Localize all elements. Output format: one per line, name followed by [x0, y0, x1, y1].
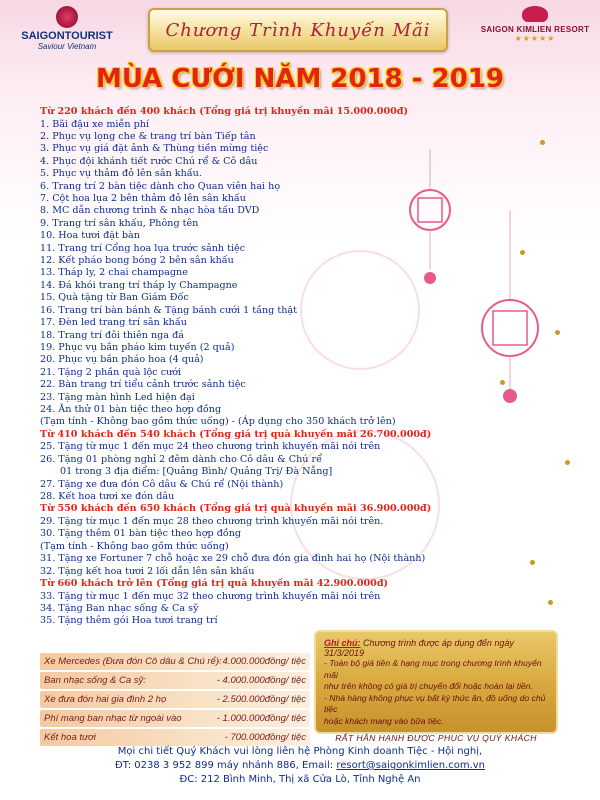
- section-heading: Từ 550 khách đến 650 khách (Tổng giá trị quà khuyến mãi 36.900.000đ): [40, 503, 432, 515]
- list-item: 34. Tặng Ban nhạc sống & Ca sỹ: [40, 603, 199, 614]
- price-row: [40, 691, 310, 708]
- saigontourist-name: SAIGONTOURIST: [21, 30, 113, 42]
- price-value: - 1.000.000đồng/ tiệc: [216, 713, 306, 724]
- footer-contact: [0, 745, 600, 787]
- list-item: 18. Trang trí đôi thiên nga đá: [40, 329, 184, 341]
- note-line: như trên không có giá trị chuyển đổi hoặc hoàn lại tiền.: [324, 681, 533, 692]
- list-item-locations: 01 trong 3 địa điểm: [Quảng Bình/ Quảng Trị/ Đà Nẵng]: [60, 466, 333, 478]
- list-item: 19. Phục vụ bắn pháo kim tuyến (2 quả): [40, 341, 235, 353]
- list-item: 12. Kết pháo bong bóng 2 bên sân khấu: [40, 255, 234, 267]
- note-thanks: RẤT HÂN HẠNH ĐƯỢC PHỤC VỤ QUÝ KHÁCH: [335, 732, 537, 743]
- list-item: 32. Tặng kết hoa tươi 2 lối dẫn lên sân khấu: [40, 565, 255, 577]
- note-line: hoặc khách mang vào bữa tiệc.: [324, 715, 444, 726]
- list-item: 11. Trang trí Cổng hoa lụa trước sảnh tiệc: [40, 242, 246, 254]
- footer-line-2: [0, 759, 600, 773]
- list-item: 8. MC dẫn chương trình & nhạc hòa tấu DVD: [40, 205, 260, 217]
- saigontourist-mark-icon: [56, 6, 78, 28]
- price-label: Ban nhạc sống & Ca sỹ:: [44, 675, 146, 686]
- list-item: 5. Phục vụ thảm đỏ lên sân khấu.: [40, 168, 202, 180]
- list-item: 16. Trang trí bàn bánh & Tặng bánh cưới 1 tầng thật: [40, 304, 297, 316]
- list-item: 26. Tặng 01 phòng nghỉ 2 đêm dành cho Cô dâu & Chú rể: [40, 453, 322, 465]
- price-value: - 700.000đồng/ tiệc: [224, 732, 306, 743]
- list-item: 29. Tặng từ mục 1 đến mục 28 theo chương trình khuyến mãi nói trên.: [40, 515, 384, 527]
- price-row: [40, 729, 310, 746]
- price-label: Phí mang ban nhạc từ ngoài vào: [44, 713, 182, 724]
- saigontourist-tagline: Saviour Vietnam: [37, 42, 97, 51]
- list-item: 30. Tặng thêm 01 bàn tiệc theo hợp đồng: [40, 528, 242, 540]
- list-item: 25. Tặng từ mục 1 đến mục 24 theo chương trình khuyến mãi nói trên: [40, 441, 381, 453]
- resort-name: SAIGON KIMLIEN RESORT: [480, 25, 590, 34]
- list-item: (Tạm tính - Không bao gồm thức uống): [40, 540, 229, 552]
- main-title: MÙA CƯỚI NĂM 2018 - 2019: [95, 64, 505, 94]
- list-item: 27. Tặng xe đưa đón Cô dâu & Chú rể (Nội thành): [40, 478, 284, 490]
- list-item: 17. Đèn led trang trí sân khấu: [40, 317, 187, 329]
- section-heading: Từ 660 khách trở lên (Tổng giá trị quà khuyến mãi 42.900.000đ): [40, 578, 389, 589]
- footer-address: ĐC: 212 Bình Minh, Thị xã Cửa Lò, Tỉnh Nghệ An: [179, 774, 421, 785]
- price-value: - 2.500.000đồng/ tiệc: [216, 694, 306, 705]
- list-item: 3. Phục vụ giá đặt ảnh & Thùng tiền mừng tiệc: [40, 143, 269, 155]
- list-item: 1. Bãi đậu xe miễn phí: [40, 118, 150, 130]
- price-label: Xe đưa đón hai gia đình 2 họ: [44, 694, 167, 705]
- list-item: 4. Phục đội khánh tiết rước Chú rể & Cô dâu: [40, 155, 258, 167]
- list-item: 10. Hoa tươi đặt bàn: [40, 230, 140, 242]
- list-item: 35. Tặng thêm gói Hoa tươi trang trí: [40, 615, 218, 627]
- note-label: Ghi chú:: [324, 638, 361, 648]
- list-item: 7. Cột hoa lụa 2 bên thảm đỏ lên sân khấu: [40, 193, 246, 205]
- email-link[interactable]: resort@saigonkimlien.com.vn: [336, 760, 486, 771]
- list-item: 9. Trang trí sân khấu, Phông tên: [40, 217, 199, 229]
- list-item: 14. Đá khói trang trí tháp ly Champagne: [40, 279, 238, 291]
- phone-text: ĐT: 0238 3 952 899 máy nhánh 886, Email:: [114, 760, 337, 771]
- promo-banner: [148, 8, 448, 52]
- lotus-icon: [522, 6, 548, 22]
- price-row: [40, 710, 310, 727]
- list-item: (Tạm tính - Không bao gồm thức uống) - (Áp dụng cho 350 khách trở lên): [40, 416, 396, 428]
- gold-dot: [565, 460, 570, 465]
- price-label: Kết hoa tươi: [44, 732, 96, 743]
- note-line: - Nhà hàng không phục vụ bất kỳ thức ăn, đồ uống do chủ tiệc: [324, 692, 546, 715]
- list-item: 28. Kết hoa tươi xe đón dâu: [40, 490, 175, 502]
- price-row: [40, 672, 310, 689]
- list-item: 33. Tặng từ mục 1 đến mục 32 theo chương trình khuyến mãi nói trên: [40, 590, 381, 602]
- note-box: [314, 630, 558, 743]
- note-validity: Chương trình được áp dụng đến ngày 31/3/2019: [324, 638, 514, 658]
- list-item: 21. Tặng 2 phần quà lộc cưới: [40, 366, 182, 378]
- price-value: - 4.000.000đồng/ tiệc: [216, 675, 306, 686]
- list-item: 24. Ăn thử 01 bàn tiệc theo hợp đồng: [40, 403, 222, 415]
- price-row: [40, 653, 310, 670]
- list-item: 13. Tháp ly, 2 chai champagne: [40, 267, 188, 279]
- list-item: 22. Bàn trang trí tiểu cảnh trước sảnh tiệc: [40, 379, 246, 391]
- list-item: 20. Phục vụ bắn pháo hoa (4 quả): [40, 354, 204, 366]
- header: [0, 0, 600, 60]
- resort-stars: ★★★★★: [514, 34, 556, 43]
- banner-text: Chương Trình Khuyến Mãi: [165, 19, 431, 41]
- kimlien-resort-logo: [480, 6, 590, 56]
- price-label: Xe Mercedes (Đưa đón Cô dâu & Chú rể):: [44, 656, 222, 667]
- footer-line-1: Mọi chi tiết Quý Khách vui lòng liên hệ Phòng Kinh doanh Tiệc - Hội nghị,: [117, 746, 483, 757]
- promo-list: [40, 106, 560, 628]
- list-item: 6. Trang trí 2 bàn tiệc dành cho Quan viên hai họ: [40, 180, 281, 192]
- list-item: 2. Phục vụ lọng che & trang trí bàn Tiếp tân: [40, 131, 256, 142]
- note-line: - Toàn bộ giá tiền & hạng mục trong chương trình khuyến mãi: [324, 658, 542, 680]
- price-list: [40, 653, 310, 748]
- section-heading: Từ 410 khách đến 540 khách (Tổng giá trị quà khuyến mãi 26.700.000đ): [40, 428, 432, 440]
- price-value: - 4.000.000đồng/ tiệc: [216, 656, 306, 667]
- list-item: 23. Tặng màn hình Led hiện đại: [40, 391, 195, 403]
- list-item: 31. Tặng xe Fortuner 7 chỗ hoặc xe 29 chỗ đưa đón gia đình hai họ (Nội thành): [40, 553, 426, 565]
- saigontourist-logo: [12, 6, 122, 56]
- note-title: [324, 638, 548, 658]
- section-heading: Từ 220 khách đến 400 khách (Tổng giá trị khuyến mãi 15.000.000đ): [40, 106, 409, 117]
- list-item: 15. Quà tặng từ Ban Giám Đốc: [40, 292, 189, 304]
